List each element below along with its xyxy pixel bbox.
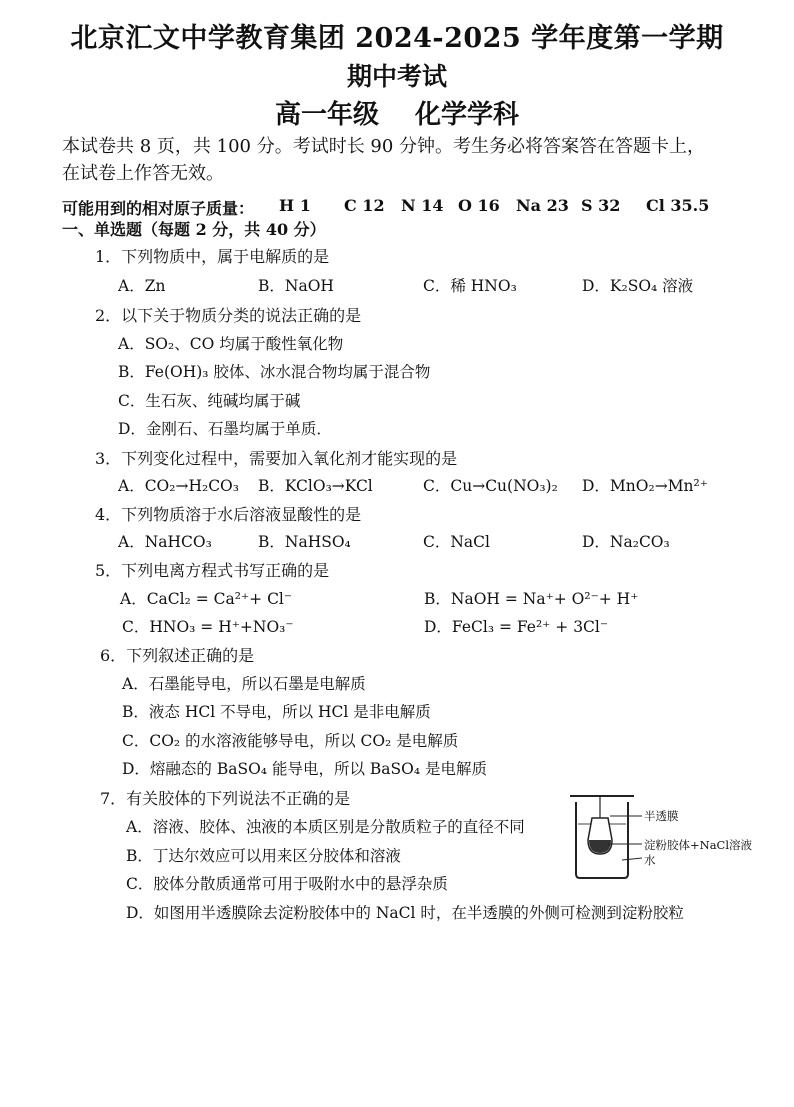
question-4-option-c: C．NaCl bbox=[423, 533, 490, 551]
question-7-stem: 7．有关胶体的下列说法不正确的是 bbox=[100, 789, 351, 808]
question-5-option-d: D．FeCl₃ = Fe²⁺ + 3Cl⁻ bbox=[424, 618, 609, 636]
grade-subject bbox=[0, 94, 794, 131]
atomic-mass-na: Na 23 bbox=[516, 196, 569, 215]
question-5-option-a: A．CaCl₂ = Ca²⁺+ Cl⁻ bbox=[120, 590, 293, 608]
question-3-option-c: C．Cu→Cu(NO₃)₂ bbox=[423, 477, 558, 495]
exam-title: 北京汇文中学教育集团 2024-2025 学年度第一学期 bbox=[70, 23, 724, 54]
question-7-option-a: A．溶液、胶体、浊液的本质区别是分散质粒子的直径不同 bbox=[126, 818, 525, 836]
atomic-mass-o: O 16 bbox=[458, 196, 500, 215]
atomic-mass-h: H 1 bbox=[279, 196, 311, 215]
section-title: 一、单选题（每题 2 分，共 40 分） bbox=[62, 220, 326, 239]
question-2-option-d: D．金刚石、石墨均属于单质． bbox=[118, 420, 332, 438]
intro-line-1: 本试卷共 8 页，共 100 分。考试时长 90 分钟。考生务必将答案答在答题卡上， bbox=[62, 136, 706, 157]
question-1-option-c: C．稀 HNO₃ bbox=[423, 277, 517, 295]
atomic-mass-s: S 32 bbox=[581, 196, 621, 215]
question-1-stem: 1．下列物质中，属于电解质的是 bbox=[95, 247, 330, 266]
question-2-option-a: A．SO₂、CO 均属于酸性氧化物 bbox=[118, 335, 344, 353]
atomic-mass-n: N 14 bbox=[401, 196, 444, 215]
subject: 化学学科 bbox=[415, 100, 520, 130]
dialysis-figure bbox=[568, 782, 778, 882]
question-7-option-d: D．如图用半透膜除去淀粉胶体中的 NaCl 时，在半透膜的外侧可检测到淀粉胶粒 bbox=[126, 904, 684, 922]
question-7-option-b: B．丁达尔效应可以用来区分胶体和溶液 bbox=[126, 847, 401, 865]
beaker-diagram bbox=[568, 782, 778, 882]
label-membrane: 半透膜 bbox=[644, 809, 679, 823]
question-3-option-b: B．KClO₃→KCl bbox=[258, 477, 373, 495]
atomic-mass-c: C 12 bbox=[344, 196, 385, 215]
question-3-option-a: A．CO₂→H₂CO₃ bbox=[118, 477, 239, 495]
question-4-option-b: B．NaHSO₄ bbox=[258, 533, 351, 551]
question-5-option-c: C．HNO₃ = H⁺+NO₃⁻ bbox=[122, 618, 294, 636]
question-7-option-c: C．胶体分散质通常可用于吸附水中的悬浮杂质 bbox=[126, 875, 448, 893]
question-2-option-c: C．生石灰、纯碱均属于碱 bbox=[118, 392, 301, 410]
question-3-stem: 3．下列变化过程中，需要加入氧化剂才能实现的是 bbox=[95, 449, 458, 468]
question-5-stem: 5．下列电离方程式书写正确的是 bbox=[95, 561, 330, 580]
question-6-stem: 6．下列叙述正确的是 bbox=[100, 646, 255, 665]
question-4-stem: 4．下列物质溶于水后溶液显酸性的是 bbox=[95, 505, 362, 524]
question-6-option-d: D．熔融态的 BaSO₄ 能导电，所以 BaSO₄ 是电解质 bbox=[122, 760, 487, 778]
question-1-option-d: D．K₂SO₄ 溶液 bbox=[582, 277, 694, 295]
exam-type: 期中考试 bbox=[346, 62, 447, 91]
question-6-option-c: C．CO₂ 的水溶液能够导电，所以 CO₂ 是电解质 bbox=[122, 732, 459, 750]
question-2-stem: 2．以下关于物质分类的说法正确的是 bbox=[95, 306, 362, 325]
question-6-option-b: B．液态 HCl 不导电，所以 HCl 是非电解质 bbox=[122, 703, 431, 721]
atomic-mass-label: 可能用到的相对原子质量： bbox=[62, 199, 255, 218]
question-3-option-d: D．MnO₂→Mn²⁺ bbox=[582, 477, 708, 495]
question-2-option-b: B．Fe(OH)₃ 胶体、冰水混合物均属于混合物 bbox=[118, 363, 431, 381]
question-1-option-b: B．NaOH bbox=[258, 277, 334, 295]
label-colloid: 淀粉胶体+NaCl溶液 bbox=[644, 838, 753, 852]
leader-water bbox=[622, 858, 642, 860]
intro-line-2: 在试卷上作答无效。 bbox=[62, 163, 224, 184]
label-water: 水 bbox=[644, 853, 656, 867]
question-4-option-a: A．NaHCO₃ bbox=[118, 533, 212, 551]
atomic-mass-cl: Cl 35.5 bbox=[646, 196, 710, 215]
grade: 高一年级 bbox=[274, 100, 379, 130]
question-5-option-b: B．NaOH = Na⁺+ O²⁻+ H⁺ bbox=[424, 590, 639, 608]
question-1-option-a: A．Zn bbox=[118, 277, 166, 295]
question-4-option-d: D．Na₂CO₃ bbox=[582, 533, 670, 551]
question-6-option-a: A．石墨能导电，所以石墨是电解质 bbox=[122, 675, 366, 693]
